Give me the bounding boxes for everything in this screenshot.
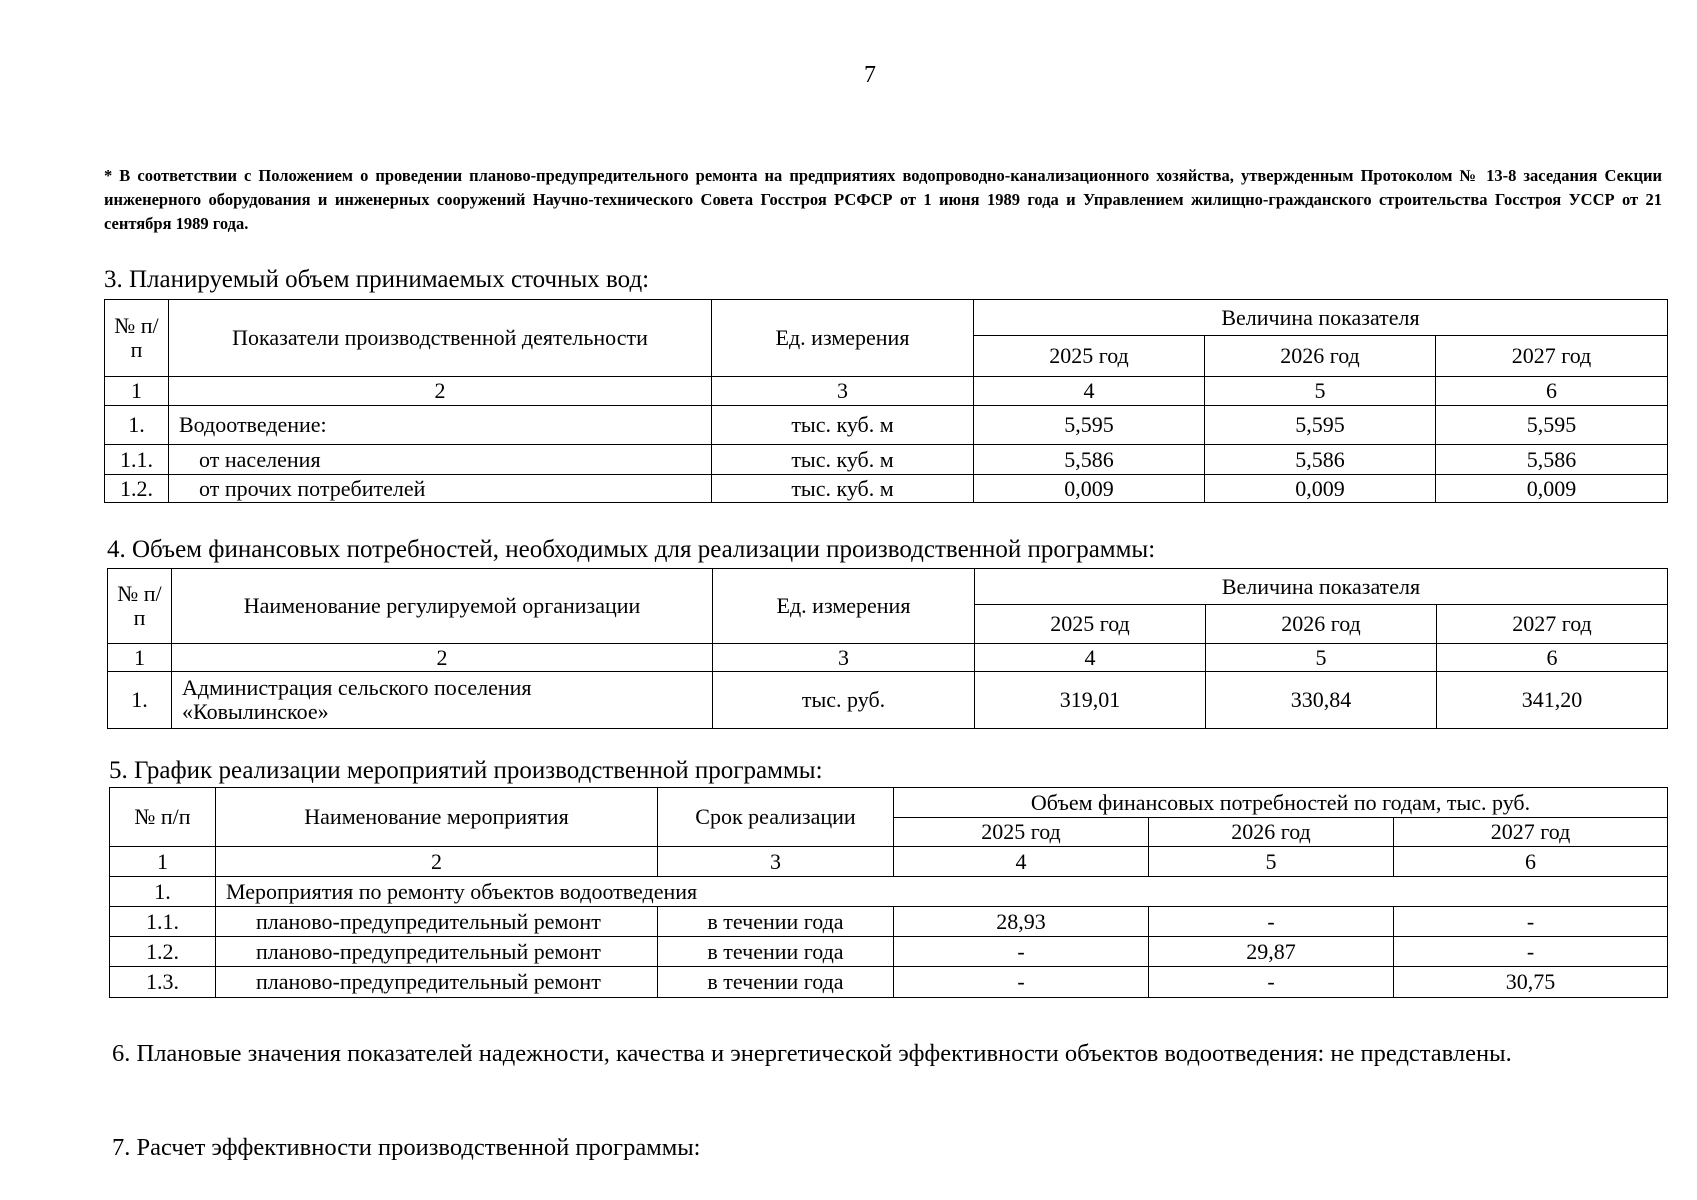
- col-number: 4: [975, 644, 1206, 672]
- row-value-2025: 5,586: [974, 445, 1205, 475]
- header-num: № п/п: [110, 788, 216, 847]
- row-value-2027: 5,595: [1436, 406, 1668, 445]
- row-num: 1.1.: [110, 907, 216, 937]
- row-name: от населения: [169, 445, 712, 475]
- row-value-2026: -: [1149, 967, 1394, 998]
- row-num: 1.3.: [110, 967, 216, 998]
- header-event: Наименование мероприятия: [216, 788, 658, 847]
- col-number: 1: [108, 644, 172, 672]
- header-year-2026: 2026 год: [1149, 818, 1394, 847]
- row-event: планово-предупредительный ремонт: [216, 967, 658, 998]
- row-term: в течении года: [658, 937, 894, 967]
- row-value-2026: 5,586: [1205, 445, 1436, 475]
- activities-schedule-table: [109, 787, 1668, 998]
- row-value-2027: 5,586: [1436, 445, 1668, 475]
- page-number: 7: [864, 62, 876, 88]
- row-num: 1.2.: [110, 937, 216, 967]
- col-number: 3: [658, 847, 894, 877]
- header-unit: Ед. измерения: [713, 569, 975, 644]
- row-unit: тыс. куб. м: [712, 475, 974, 503]
- header-unit: Ед. измерения: [712, 300, 974, 377]
- row-value-2025: -: [894, 937, 1149, 967]
- wastewater-volume-table: [104, 299, 1668, 503]
- row-value-2025: -: [894, 967, 1149, 998]
- row-org-name: Администрация сельского поселения «Ковылинское»: [172, 672, 713, 729]
- row-unit: тыс. куб. м: [712, 445, 974, 475]
- col-number: 1: [110, 847, 216, 877]
- row-value-2026: 330,84: [1206, 672, 1437, 729]
- section-5-title: 5. График реализации мероприятий производственной программы:: [109, 757, 823, 784]
- header-value-group: Объем финансовых потребностей по годам, тыс. руб.: [894, 788, 1668, 818]
- header-value-group: Величина показателя: [974, 300, 1668, 336]
- row-value-2025: 28,93: [894, 907, 1149, 937]
- section-6-text: 6. Плановые значения показателей надежности, качества и энергетической эффективности объектов водоотведения: не представлены.: [112, 1040, 1512, 1067]
- table-row: [110, 967, 1668, 998]
- col-number: 4: [894, 847, 1149, 877]
- row-name: Водоотведение:: [169, 406, 712, 445]
- table-row: [110, 877, 1668, 907]
- col-number: 6: [1436, 377, 1668, 406]
- row-num: 1.2.: [105, 475, 169, 503]
- row-num: 1.: [110, 877, 216, 907]
- col-number: 6: [1437, 644, 1668, 672]
- row-value-2027: 341,20: [1437, 672, 1668, 729]
- header-year-2026: 2026 год: [1205, 336, 1436, 377]
- section-7-title: 7. Расчет эффективности производственной программы:: [112, 1134, 701, 1161]
- col-number: 5: [1206, 644, 1437, 672]
- section-4-title: 4. Объем финансовых потребностей, необходимых для реализации производственной программы:: [107, 536, 1156, 563]
- row-value-2026: 0,009: [1205, 475, 1436, 503]
- row-event: планово-предупредительный ремонт: [216, 937, 658, 967]
- col-number: 1: [105, 377, 169, 406]
- row-value-2027: 0,009: [1436, 475, 1668, 503]
- header-num: № п/п: [105, 300, 169, 377]
- row-value-2025: 0,009: [974, 475, 1205, 503]
- header-value-group: Величина показателя: [975, 569, 1668, 605]
- row-value-2027: 30,75: [1394, 967, 1668, 998]
- header-term: Срок реализации: [658, 788, 894, 847]
- row-num: 1.: [105, 406, 169, 445]
- financial-needs-table: [107, 568, 1668, 729]
- col-number: 2: [169, 377, 712, 406]
- row-name: от прочих потребителей: [169, 475, 712, 503]
- row-unit: тыс. куб. м: [712, 406, 974, 445]
- header-indicator: Показатели производственной деятельности: [169, 300, 712, 377]
- row-term: в течении года: [658, 967, 894, 998]
- header-year-2027: 2027 год: [1394, 818, 1668, 847]
- header-year-2025: 2025 год: [974, 336, 1205, 377]
- header-year-2026: 2026 год: [1206, 605, 1437, 644]
- row-value-2026: 29,87: [1149, 937, 1394, 967]
- table-row: [110, 937, 1668, 967]
- row-num: 1.: [108, 672, 172, 729]
- row-value-2025: 5,595: [974, 406, 1205, 445]
- row-value-2026: 5,595: [1205, 406, 1436, 445]
- header-year-2025: 2025 год: [975, 605, 1206, 644]
- row-term: в течении года: [658, 907, 894, 937]
- col-number: 6: [1394, 847, 1668, 877]
- row-event: планово-предупредительный ремонт: [216, 907, 658, 937]
- header-year-2027: 2027 год: [1436, 336, 1668, 377]
- header-year-2027: 2027 год: [1437, 605, 1668, 644]
- table-row: [105, 406, 1668, 445]
- col-number: 3: [713, 644, 975, 672]
- col-number: 5: [1149, 847, 1394, 877]
- col-number: 2: [216, 847, 658, 877]
- col-number: 4: [974, 377, 1205, 406]
- header-year-2025: 2025 год: [894, 818, 1149, 847]
- group-row-name: Мероприятия по ремонту объектов водоотведения: [216, 877, 1668, 907]
- section-3-title: 3. Планируемый объем принимаемых сточных вод:: [104, 266, 650, 293]
- row-num: 1.1.: [105, 445, 169, 475]
- header-num: № п/п: [108, 569, 172, 644]
- table-row: [105, 475, 1668, 503]
- col-number: 3: [712, 377, 974, 406]
- row-unit: тыс. руб.: [713, 672, 975, 729]
- row-value-2025: 319,01: [975, 672, 1206, 729]
- row-value-2027: -: [1394, 937, 1668, 967]
- table-row: [108, 672, 1668, 729]
- table-row: [110, 907, 1668, 937]
- col-number: 2: [172, 644, 713, 672]
- footnote: * В соответствии с Положением о проведении планово-предупредительного ремонта на предприятиях водопроводно-канализационного хозяйства, утвержденным Протоколом № 13-8 заседания Секции инженерного оборудования и инженерных сооружений Научно-технического Совета Госстроя РСФСР от 1 июня 1989 года и Управлением жилищно-гражданского строительства Госстроя УССР от 21 сентября 1989 года.: [104, 166, 1662, 233]
- table-row: [105, 445, 1668, 475]
- row-value-2026: -: [1149, 907, 1394, 937]
- col-number: 5: [1205, 377, 1436, 406]
- header-org: Наименование регулируемой организации: [172, 569, 713, 644]
- row-value-2027: -: [1394, 907, 1668, 937]
